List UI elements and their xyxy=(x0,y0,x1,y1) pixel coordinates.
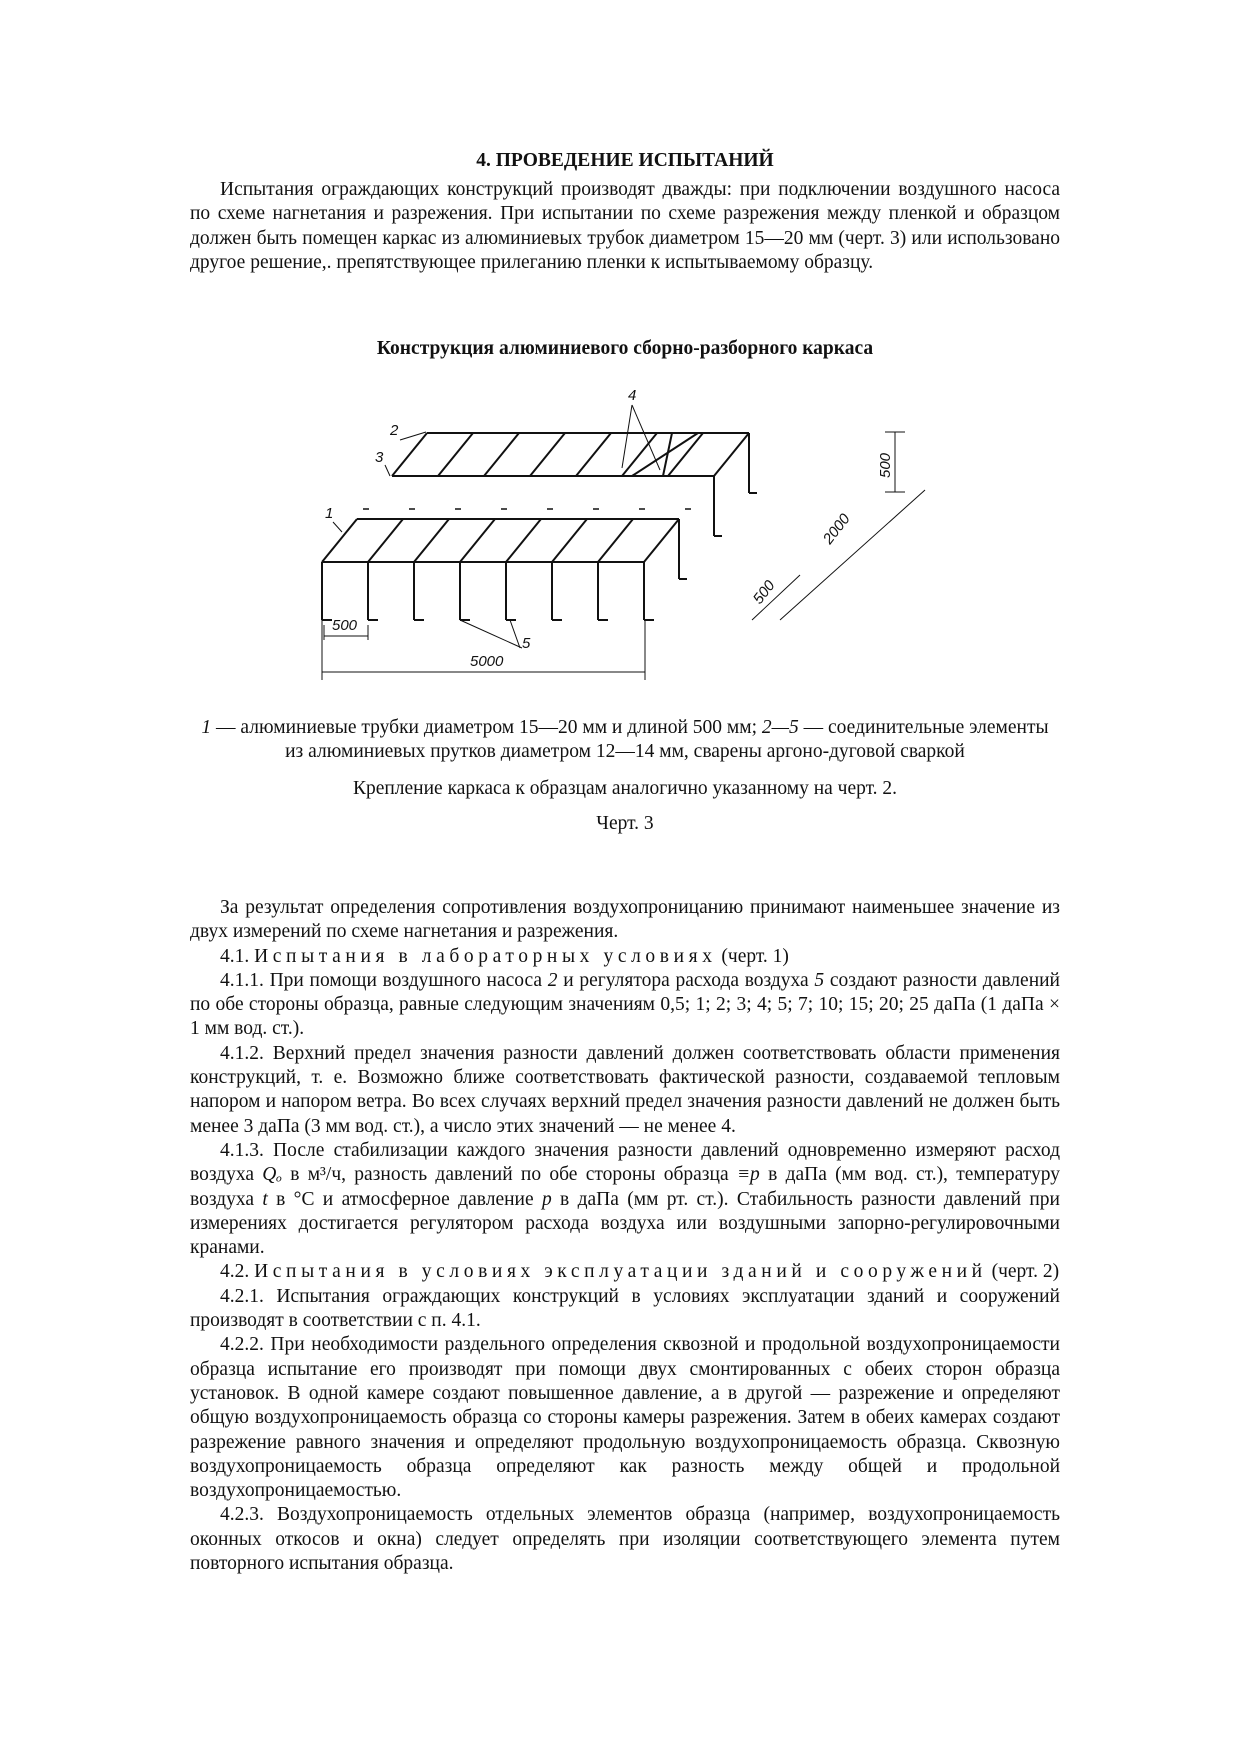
caption-text1: — алюминиевые трубки диаметром 15—20 мм и длиной 500 мм; xyxy=(211,717,762,738)
paragraph-result: За результат определения сопротивления воздухопроницанию принимают наименьшее значение из двух измерений по схеме нагнетания и разрежения. xyxy=(190,897,1060,943)
label-2: 2 xyxy=(390,422,399,439)
paragraph-4-1 xyxy=(190,945,1060,969)
t: в даПа (мм рт. ст.). Стабильность разности давлений при измерениях достигается регулятором расхода воздуха или воздушными запорно-регулировочными кранами. xyxy=(190,1188,1060,1259)
label-5: 5 xyxy=(522,635,531,652)
t: и регулятора расхода воздуха xyxy=(557,969,815,991)
t: в м³/ч, разность давлений по обе стороны образца xyxy=(281,1164,737,1186)
num: 4.2. xyxy=(220,1261,255,1283)
frame-tube xyxy=(322,519,357,562)
frame-tube xyxy=(368,519,403,562)
figure-note: Крепление каркаса к образцам аналогично указанному на черт. 2. xyxy=(352,777,898,799)
t: 5 xyxy=(814,969,825,991)
frame-tube xyxy=(506,519,541,562)
heading-4-1: Испытания в лабораторных условиях xyxy=(254,945,717,967)
paragraph-4-1-2: 4.1.2. Верхний предел значения разности давлений должен соответствовать области применения конструкций, т. е. Возможно ближе соответствовать фактической разности, создаваемой тепловым напором и напором ветра. Во всех случаях верхний предел значения разности давлений не должен быть менее 3 даПа (3 мм вод. ст.), а число этих значений — не менее 4. xyxy=(190,1042,1060,1137)
num: 4.1. xyxy=(220,945,255,967)
frame-tube xyxy=(438,433,473,476)
t: 4.1.3. После стабилизации каждого значения разности давлений одновременно измеряют расход воздуха xyxy=(190,1139,1060,1186)
caption-num1: 1 xyxy=(201,717,212,738)
dim-line xyxy=(780,490,925,620)
dim-height: 500 xyxy=(877,452,894,478)
t: в °С и атмосферное давление xyxy=(267,1188,542,1210)
frame-tube xyxy=(552,519,587,562)
label-3: 3 xyxy=(375,449,384,466)
leader xyxy=(385,465,390,476)
caption-num2: 2—5 xyxy=(761,717,799,738)
paragraph-4-2 xyxy=(190,1260,1060,1284)
figure-number: Черт. 3 xyxy=(596,812,654,834)
frame-tube xyxy=(598,519,633,562)
frame-tube xyxy=(460,519,495,562)
section-title: 4. ПРОВЕДЕНИЕ ИСПЫТАНИЙ xyxy=(476,150,774,171)
frame-tube xyxy=(668,433,703,476)
frame-tube xyxy=(622,433,657,476)
t: ≡p xyxy=(736,1164,760,1186)
frame-tube xyxy=(392,433,427,476)
frame-tube xyxy=(530,433,565,476)
label-4: 4 xyxy=(628,387,637,404)
frame-tube xyxy=(414,519,449,562)
ref: (черт. 1) xyxy=(716,945,789,967)
leader xyxy=(460,620,522,648)
t: p xyxy=(541,1188,552,1210)
t: 4.1.1. При помощи воздушного насоса xyxy=(220,969,548,991)
t: создают разности давлений по обе стороны образца, равные следующим значениям 0,5; 1; 2; 3; 4; 5; 7; 10; 15; 20; 25 даПа (1 даПа × 1 мм вод. ст.). xyxy=(190,969,1060,1040)
t: 2 xyxy=(547,969,558,991)
figure-title: Конструкция алюминиевого сборно-разборного каркаса xyxy=(376,338,874,359)
dim-5000: 5000 xyxy=(470,653,504,670)
frame-tube xyxy=(714,433,749,476)
paragraph-4-1-3 xyxy=(190,1139,1060,1260)
dim-500: 500 xyxy=(332,617,358,634)
figure-caption xyxy=(190,716,1060,836)
frame-drawing xyxy=(0,0,1240,700)
caption-text2: — соединительные элементы из алюминиевых прутков диаметром 12—14 мм, сварены аргоно-дуговой сваркой xyxy=(285,717,1049,763)
frame-tube xyxy=(576,433,611,476)
paragraph-4-2-1: 4.2.1. Испытания ограждающих конструкций в условиях эксплуатации зданий и сооружений производят в соответствии с п. 4.1. xyxy=(190,1285,1060,1332)
frame-tube xyxy=(484,433,519,476)
paragraph-4-2-3: 4.2.3. Воздухопроницаемость отдельных элементов образца (например, воздухопроницаемость оконных откосов и окна) следует определять при изоляции соответствующего элемента путем повторного испытания образца. xyxy=(190,1504,1060,1575)
leader xyxy=(622,405,632,468)
label-1: 1 xyxy=(325,505,334,522)
t: Qₒ xyxy=(262,1164,282,1186)
leader xyxy=(632,405,660,470)
body-text xyxy=(190,896,1060,1576)
paragraph-4-1-1 xyxy=(190,969,1060,1042)
heading-4-2: Испытания в условиях эксплуатации зданий и сооружений xyxy=(254,1261,987,1283)
paragraph-4-2-2: 4.2.2. При необходимости раздельного определения сквозной и продольной воздухопроницаемости образца испытание его производят при помощи двух смонтированных с обеих сторон образца установок. В одной камере создают повышенное давление, а в другой — разрежение и определяют общую воздухопроницаемость образца со стороны камеры разрежения. Затем в обеих камерах создают разрежение равного значения и определяют продольную воздухопроницаемость образца. Сквозную воздухопроницаемость образца определяют как разность между общей и продольной воздухопроницаемостью. xyxy=(190,1334,1060,1502)
dim-500-depth: 500 xyxy=(749,577,779,608)
leader xyxy=(333,522,342,532)
dim-2000: 2000 xyxy=(819,510,854,548)
t: t xyxy=(262,1188,268,1210)
t: в даПа (мм вод. ст.), температуру воздуха xyxy=(190,1164,1060,1210)
frame-tube xyxy=(644,519,679,562)
ref: (черт. 2) xyxy=(986,1261,1060,1283)
intro-paragraph: Испытания ограждающих конструкций производят дважды: при подключении воздушного насоса по схеме нагнетания и разрежения. При испытании по схеме разрежения между пленкой и образцом должен быть помещен каркас из алюминиевых трубок диаметром 15—20 мм (черт. 3) или использовано другое решение,. препятствующее прилеганию пленки к испытываемому образцу. xyxy=(190,179,1060,273)
